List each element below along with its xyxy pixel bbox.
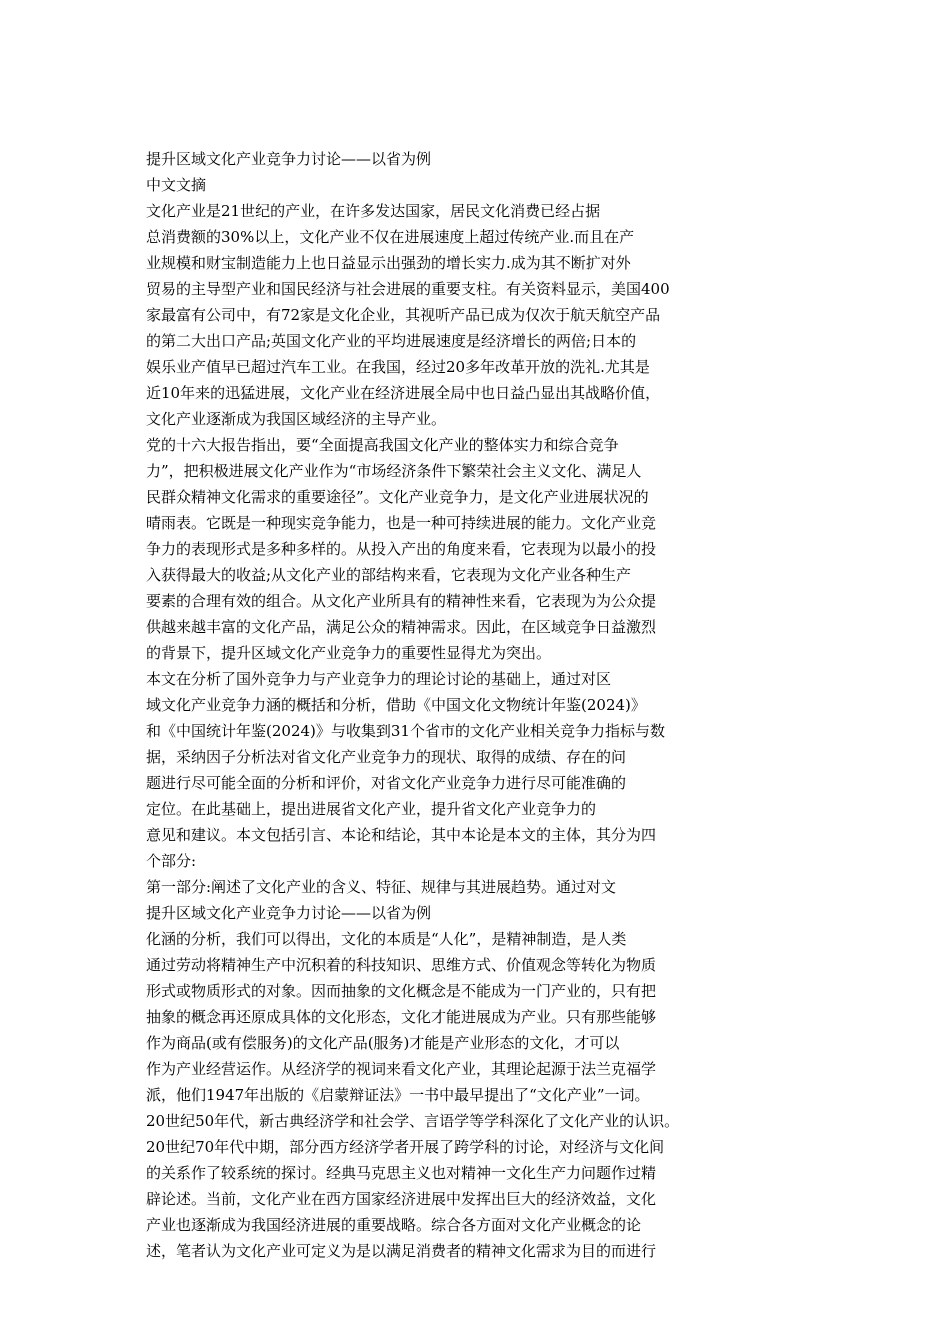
- text-line: 文化产业逐渐成为我国区域经济的主导产业。: [146, 410, 447, 428]
- text-line: 的背景下，提升区域文化产业竞争力的重要性显得尤为突出。: [146, 644, 552, 662]
- text-line: 民群众精神文化需求的重要途径”。文化产业竞争力，是文化产业进展状况的: [146, 488, 649, 506]
- text-line: 力”，把积极进展文化产业作为“市场经济条件下繁荣社会主义文化、满足人: [146, 462, 642, 480]
- text-line: 述，笔者认为文化产业可定义为是以满足消费者的精神文化需求为目的而进行: [146, 1242, 657, 1260]
- text-line: 第一部分:阐述了文化产业的含义、特征、规律与其进展趋势。通过对文: [146, 878, 617, 896]
- text-line: 据，采纳因子分析法对省文化产业竞争力的现状、取得的成绩、存在的问: [146, 748, 627, 766]
- text-line: 晴雨表。它既是一种现实竞争能力，也是一种可持续进展的能力。文化产业竞: [146, 514, 657, 532]
- text-line: 供越来越丰富的文化产品，满足公众的精神需求。因此，在区域竞争日益激烈: [146, 618, 657, 636]
- text-line: 文化产业是21世纪的产业，在许多发达国家，居民文化消费已经占据: [146, 202, 601, 220]
- text-line: 抽象的概念再还原成具体的文化形态，文化才能进展成为产业。只有那些能够: [146, 1008, 657, 1026]
- text-line: 题进行尽可能全面的分析和评价，对省文化产业竞争力进行尽可能准确的: [146, 774, 627, 792]
- text-line: 定位。在此基础上，提出进展省文化产业，提升省文化产业竞争力的: [146, 800, 597, 818]
- text-line: 域文化产业竞争力涵的概括和分析，借助《中国文化文物统计年鉴(2024)》: [146, 696, 646, 714]
- text-line: 派，他们1947年出版的《启蒙辩证法》一书中最早提出了“文化产业”一词。: [146, 1086, 650, 1104]
- text-line: 总消费额的30%以上，文化产业不仅在进展速度上超过传统产业.而且在产: [146, 228, 635, 246]
- text-line: 的关系作了较系统的探讨。经典马克思主义也对精神一文化生产力问题作过精: [146, 1164, 657, 1182]
- text-line: 近10年来的迅猛进展，文化产业在经济进展全局中也日益凸显出其战略价值，: [146, 384, 661, 402]
- text-line: 产业也逐渐成为我国经济进展的重要战略。综合各方面对文化产业概念的论: [146, 1216, 642, 1234]
- text-line: 要素的合理有效的组合。从文化产业所具有的精神性来看，它表现为为公众提: [146, 592, 657, 610]
- text-line: 通过劳动将精神生产中沉积着的科技知识、思维方式、价值观念等转化为物质: [146, 956, 657, 974]
- document-body: [146, 146, 746, 1264]
- text-line: 20世纪50年代，新古典经济学和社会学、言语学等学科深化了文化产业的认识。: [146, 1112, 680, 1130]
- text-line: 本文在分析了国外竞争力与产业竞争力的理论讨论的基础上，通过对区: [146, 670, 612, 688]
- text-line: 业规模和财宝制造能力上也日益显示出强劲的增长实力.成为其不断扩对外: [146, 254, 631, 272]
- text-line: 党的十六大报告指出，要“全面提高我国文化产业的整体实力和综合竞争: [146, 436, 619, 454]
- text-line: 个部分:: [146, 852, 197, 870]
- text-line: 20世纪70年代中期，部分西方经济学者开展了跨学科的讨论，对经济与文化间: [146, 1138, 665, 1156]
- section-heading-abstract: 中文文摘: [146, 176, 207, 194]
- text-line: 作为产业经营运作。从经济学的视词来看文化产业，其理论起源于法兰克福学: [146, 1060, 657, 1078]
- text-line: 作为商品(或有偿服务)的文化产品(服务)才能是产业形态的文化，才可以: [146, 1034, 620, 1052]
- text-line: 争力的表现形式是多种多样的。从投入产出的角度来看，它表现为以最小的投: [146, 540, 657, 558]
- text-line: 和《中国统计年鉴(2024)》与收集到31个省市的文化产业相关竞争力指标与数: [146, 722, 665, 740]
- text-line: 形式或物质形式的对象。因而抽象的文化概念是不能成为一门产业的，只有把: [146, 982, 657, 1000]
- document-title: 提升区域文化产业竞争力讨论——以省为例: [146, 150, 432, 168]
- text-line: 的第二大出口产品;英国文化产业的平均进展速度是经济增长的两倍;日本的: [146, 332, 637, 350]
- text-line: 家最富有公司中，有72家是文化企业，其视听产品已成为仅次于航天航空产品: [146, 306, 661, 324]
- text-line: 辟论述。当前，文化产业在西方国家经济进展中发挥出巨大的经济效益，文化: [146, 1190, 657, 1208]
- running-header: 提升区域文化产业竞争力讨论——以省为例: [146, 904, 432, 922]
- text-line: 化涵的分析，我们可以得出，文化的本质是“人化”，是精神制造，是人类: [146, 930, 627, 948]
- text-line: 贸易的主导型产业和国民经济与社会进展的重要支柱。有关资料显示，美国400: [146, 280, 670, 298]
- text-line: 入获得最大的收益;从文化产业的部结构来看，它表现为文化产业各种生产: [146, 566, 632, 584]
- text-line: 娱乐业产值早已超过汽车工业。在我国，经过20多年改革开放的洗礼.尤其是: [146, 358, 650, 376]
- text-line: 意见和建议。本文包括引言、本论和结论，其中本论是本文的主体，其分为四: [146, 826, 657, 844]
